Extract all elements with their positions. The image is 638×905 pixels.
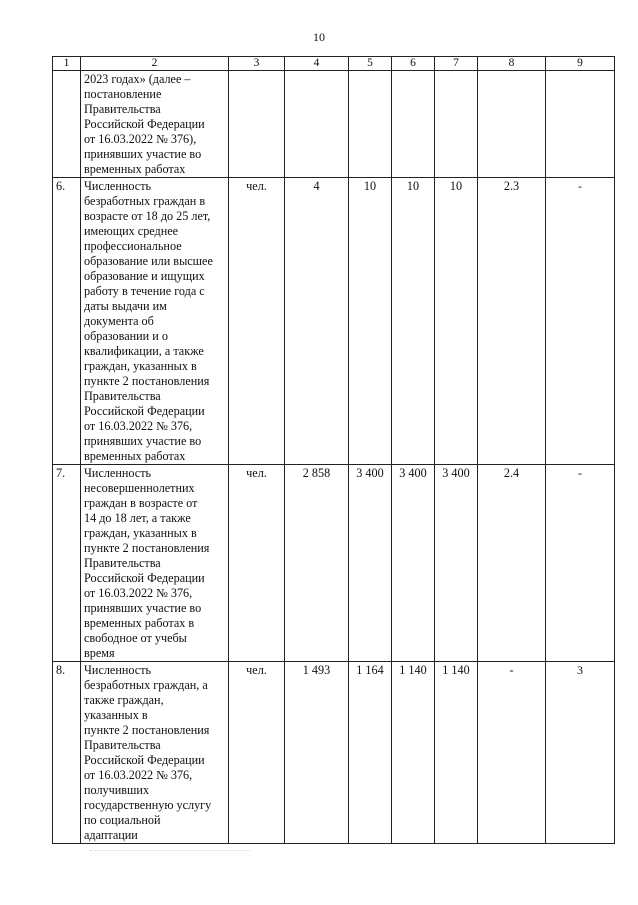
value-col-7: 3 400 — [435, 465, 478, 662]
column-header: 4 — [285, 57, 349, 71]
value-col-5 — [349, 71, 392, 178]
value-col-4 — [285, 71, 349, 178]
indicator-text-line: Правительства — [84, 389, 161, 403]
indicator-text-line: Российской Федерации — [84, 117, 205, 131]
table-row — [53, 178, 615, 465]
indicator-text-line: принявших участие во — [84, 147, 202, 161]
indicator-text-line: адаптации — [84, 828, 138, 842]
indicator-name — [81, 71, 229, 178]
row-number: 6. — [53, 178, 81, 465]
value-col-6: 10 — [392, 178, 435, 465]
row-number: 8. — [53, 662, 81, 844]
row-number: 7. — [53, 465, 81, 662]
unit-cell — [229, 71, 285, 178]
value-col-5: 1 164 — [349, 662, 392, 844]
indicator-text-line: Численность — [84, 179, 152, 193]
value-col-6: 3 400 — [392, 465, 435, 662]
value-col-6 — [392, 71, 435, 178]
value-col-7: 1 140 — [435, 662, 478, 844]
indicator-text-line: образование или высшее — [84, 254, 213, 268]
value-col-9: - — [546, 178, 615, 465]
indicator-text-line: временных работах — [84, 449, 186, 463]
indicator-text-line: принявших участие во — [84, 601, 202, 615]
value-col-7 — [435, 71, 478, 178]
value-col-4: 2 858 — [285, 465, 349, 662]
indicator-text-line: образовании и о — [84, 329, 168, 343]
indicator-text-line: Правительства — [84, 556, 161, 570]
indicator-text-line: квалификации, а также — [84, 344, 204, 358]
indicator-text-line: Численность — [84, 663, 152, 677]
indicator-text-line: пункте 2 постановления — [84, 723, 210, 737]
indicator-name — [81, 465, 229, 662]
indicator-name — [81, 178, 229, 465]
indicator-text-line: временных работах в — [84, 616, 195, 630]
column-header: 6 — [392, 57, 435, 71]
indicator-text-line: Правительства — [84, 738, 161, 752]
column-header: 1 — [53, 57, 81, 71]
indicator-text-line: по социальной — [84, 813, 161, 827]
indicator-text-line: указанных в — [84, 708, 148, 722]
indicator-text-line: свободное от учебы — [84, 631, 187, 645]
indicator-text-line: от 16.03.2022 № 376, — [84, 586, 193, 600]
value-col-5: 3 400 — [349, 465, 392, 662]
unit-cell: чел. — [229, 662, 285, 844]
indicator-text-line: возрасте от 18 до 25 лет, — [84, 209, 211, 223]
row-number — [53, 71, 81, 178]
indicator-text-line: 2023 годах» (далее – — [84, 72, 191, 86]
indicator-text-line: образование и ищущих — [84, 269, 205, 283]
data-table — [52, 56, 615, 844]
indicator-text-line: Правительства — [84, 102, 161, 116]
value-col-6: 1 140 — [392, 662, 435, 844]
indicator-text-line: временных работах — [84, 162, 186, 176]
value-col-9: 3 — [546, 662, 615, 844]
indicator-text-line: имеющих среднее — [84, 224, 179, 238]
indicator-text-line: пункте 2 постановления — [84, 541, 210, 555]
column-header: 8 — [478, 57, 546, 71]
indicator-text-line: Российской Федерации — [84, 404, 205, 418]
indicator-text-line: 14 до 18 лет, а также — [84, 511, 191, 525]
indicator-text-line: граждан в возрасте от — [84, 496, 198, 510]
value-col-4: 1 493 — [285, 662, 349, 844]
value-col-8: 2.4 — [478, 465, 546, 662]
unit-cell: чел. — [229, 178, 285, 465]
table-row — [53, 662, 615, 844]
column-header: 5 — [349, 57, 392, 71]
indicator-text-line: Российской Федерации — [84, 571, 205, 585]
indicator-text-line: Российской Федерации — [84, 753, 205, 767]
value-col-7: 10 — [435, 178, 478, 465]
value-col-5: 10 — [349, 178, 392, 465]
indicator-text-line: постановление — [84, 87, 162, 101]
indicator-text-line: работу в течение года с — [84, 284, 205, 298]
indicator-text-line: даты выдачи им — [84, 299, 167, 313]
indicator-text-line: безработных граждан, а — [84, 678, 208, 692]
column-header: 2 — [81, 57, 229, 71]
indicator-text-line: государственную услугу — [84, 798, 212, 812]
page-number: 10 — [313, 30, 325, 44]
indicator-text-line: от 16.03.2022 № 376), — [84, 132, 197, 146]
column-header: 7 — [435, 57, 478, 71]
indicator-text-line: получивших — [84, 783, 150, 797]
table-header-row — [53, 57, 615, 71]
indicator-text-line: от 16.03.2022 № 376, — [84, 768, 193, 782]
indicator-text-line: несовершеннолетних — [84, 481, 195, 495]
indicator-text-line: от 16.03.2022 № 376, — [84, 419, 193, 433]
table-row — [53, 71, 615, 178]
indicator-text-line: принявших участие во — [84, 434, 202, 448]
table-row — [53, 465, 615, 662]
value-col-4: 4 — [285, 178, 349, 465]
value-col-8 — [478, 71, 546, 178]
indicator-name — [81, 662, 229, 844]
indicator-text-line: время — [84, 646, 115, 660]
column-header: 3 — [229, 57, 285, 71]
unit-cell: чел. — [229, 465, 285, 662]
value-col-9 — [546, 71, 615, 178]
indicator-text-line: безработных граждан в — [84, 194, 206, 208]
value-col-9: - — [546, 465, 615, 662]
indicator-text-line: пункте 2 постановления — [84, 374, 210, 388]
indicator-text-line: документа об — [84, 314, 154, 328]
indicator-text-line: профессиональное — [84, 239, 182, 253]
indicator-text-line: граждан, указанных в — [84, 359, 197, 373]
scan-artifact — [90, 850, 250, 852]
indicator-text-line: Численность — [84, 466, 152, 480]
column-header: 9 — [546, 57, 615, 71]
value-col-8: - — [478, 662, 546, 844]
value-col-8: 2.3 — [478, 178, 546, 465]
indicator-text-line: также граждан, — [84, 693, 164, 707]
indicator-text-line: граждан, указанных в — [84, 526, 197, 540]
